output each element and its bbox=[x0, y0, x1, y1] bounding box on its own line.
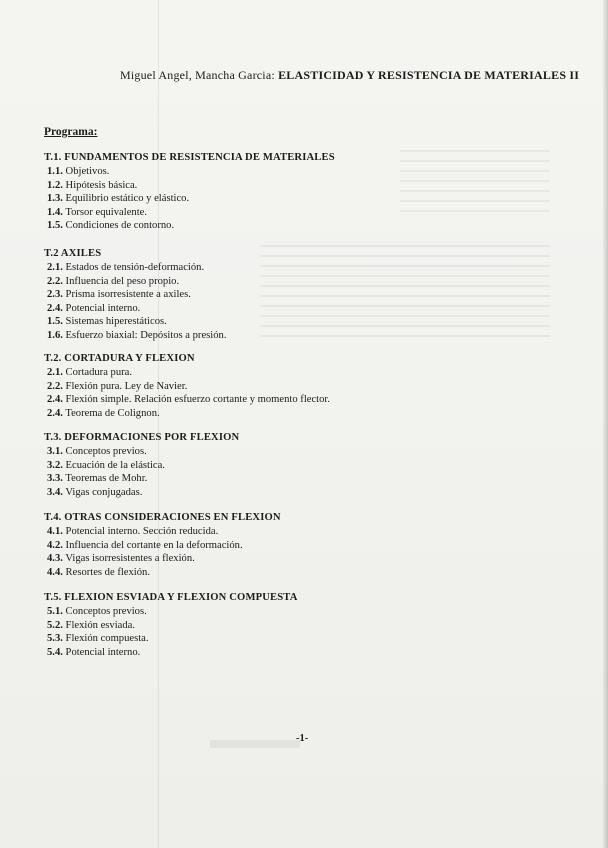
list-item: 4.1. Potencial interno. Sección reducida. bbox=[47, 526, 219, 537]
syllabus-section bbox=[44, 431, 564, 499]
page-fold-line bbox=[158, 0, 159, 848]
section-title: T.4. OTRAS CONSIDERACIONES EN FLEXION bbox=[44, 512, 281, 523]
syllabus-section bbox=[44, 352, 564, 420]
list-item: 5.1. Conceptos previos. bbox=[47, 606, 147, 617]
syllabus-section bbox=[44, 511, 564, 579]
list-item: 1.5. Condiciones de contorno. bbox=[47, 220, 175, 231]
list-item: 4.4. Resortes de flexión. bbox=[47, 566, 150, 578]
page-number: -1- bbox=[296, 733, 309, 744]
section-title: T.5. FLEXION ESVIADA Y FLEXION COMPUESTA bbox=[44, 592, 298, 603]
section-title: T.2. CORTADURA Y FLEXION bbox=[44, 353, 195, 364]
list-item: 2.4. Potencial interno. bbox=[47, 302, 141, 314]
section-title: T.3. DEFORMACIONES POR FLEXION bbox=[44, 432, 240, 443]
section-title: T.2 AXILES bbox=[44, 248, 102, 259]
syllabus-section bbox=[44, 247, 564, 342]
list-item: 3.4. Vigas conjugadas. bbox=[47, 486, 143, 498]
list-item: 2.2. Flexión pura. Ley de Navier. bbox=[47, 380, 188, 392]
programa-heading: Programa: bbox=[44, 126, 98, 138]
list-item: 5.2. Flexión esviada. bbox=[47, 619, 135, 631]
list-item: 1.2. Hipótesis básica. bbox=[47, 179, 138, 191]
course-title: ELASTICIDAD Y RESISTENCIA DE MATERIALES II bbox=[278, 68, 580, 82]
list-item: 3.1. Conceptos previos. bbox=[47, 446, 147, 457]
list-item: 4.3. Vigas isorresistentes a flexión. bbox=[47, 553, 195, 564]
list-item: 1.1. Objetivos. bbox=[47, 166, 110, 177]
list-item: 5.4. Potencial interno. bbox=[47, 646, 141, 658]
list-item: 2.4. Flexión simple. Relación esfuerzo cortante y momento flector. bbox=[47, 394, 331, 405]
list-item: 3.2. Ecuación de la elástica. bbox=[47, 459, 165, 471]
list-item: 5.3. Flexión compuesta. bbox=[47, 633, 149, 644]
list-item: 1.6. Esfuerzo biaxial: Depósitos a presión. bbox=[47, 329, 227, 341]
list-item: 2.4. Teorema de Colignon. bbox=[47, 407, 160, 419]
list-item: 2.3. Prisma isorresistente a axiles. bbox=[47, 289, 191, 300]
bleed-through-shadow bbox=[210, 740, 300, 748]
list-item: 1.3. Equilibrio estático y elástico. bbox=[47, 193, 190, 204]
list-item: 1.4. Torsor equivalente. bbox=[47, 206, 147, 218]
syllabus-section bbox=[44, 151, 564, 233]
document-header bbox=[120, 68, 579, 83]
list-item: 3.3. Teoremas de Mohr. bbox=[47, 473, 148, 484]
section-title: T.1. FUNDAMENTOS DE RESISTENCIA DE MATERIALES bbox=[44, 152, 335, 163]
list-item: 2.2. Influencia del peso propio. bbox=[47, 275, 180, 287]
author-name: Miguel Angel, Mancha Garcia: bbox=[120, 68, 275, 82]
page-edge-shadow bbox=[602, 0, 608, 848]
list-item: 2.1. Estados de tensión-deformación. bbox=[47, 262, 205, 273]
syllabus-section bbox=[44, 591, 564, 659]
list-item: 4.2. Influencia del cortante en la deformación. bbox=[47, 539, 243, 551]
list-item: 2.1. Cortadura pura. bbox=[47, 367, 133, 378]
list-item: 1.5. Sistemas hiperestáticos. bbox=[47, 316, 167, 327]
